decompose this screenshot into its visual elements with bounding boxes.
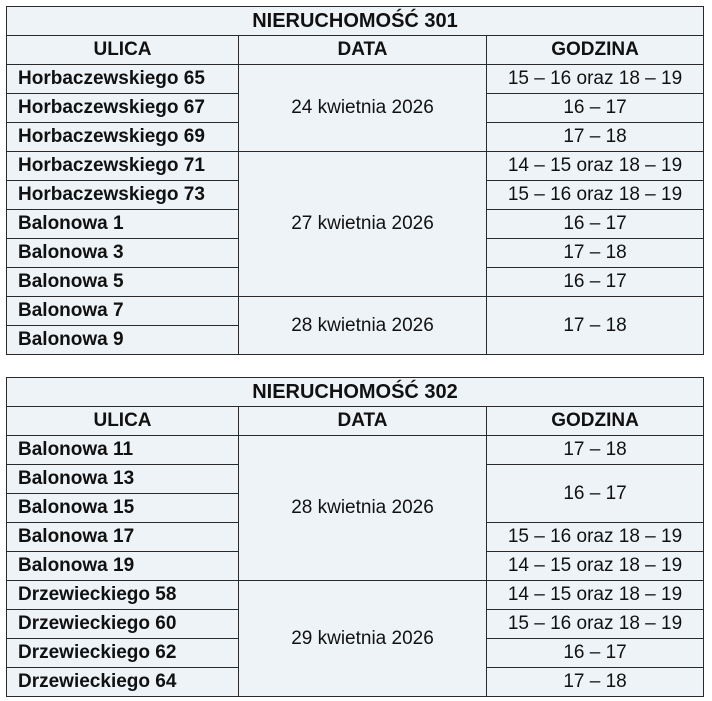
- table-row: [7, 581, 704, 610]
- table-row: [7, 436, 704, 465]
- date-cell: 27 kwietnia 2026: [239, 152, 487, 297]
- street-cell: Horbaczewskiego 67: [7, 94, 239, 123]
- date-cell: 28 kwietnia 2026: [239, 297, 487, 355]
- street-cell: Balonowa 11: [7, 436, 239, 465]
- column-header-street: ULICA: [7, 36, 239, 65]
- column-header-date: DATA: [239, 36, 487, 65]
- street-cell: Drzewieckiego 64: [7, 668, 239, 697]
- street-cell: Balonowa 5: [7, 268, 239, 297]
- time-cell: 14 – 15 oraz 18 – 19: [487, 581, 704, 610]
- time-cell: 15 – 16 oraz 18 – 19: [487, 65, 704, 94]
- time-cell: 17 – 18: [487, 123, 704, 152]
- time-cell: 16 – 17: [487, 639, 704, 668]
- date-cell: 29 kwietnia 2026: [239, 581, 487, 697]
- street-cell: Horbaczewskiego 69: [7, 123, 239, 152]
- column-header-time: GODZINA: [487, 36, 704, 65]
- time-cell: 17 – 18: [487, 668, 704, 697]
- street-cell: Drzewieckiego 62: [7, 639, 239, 668]
- time-cell: 14 – 15 oraz 18 – 19: [487, 152, 704, 181]
- table-row: [7, 297, 704, 326]
- street-cell: Horbaczewskiego 65: [7, 65, 239, 94]
- time-cell: 17 – 18: [487, 297, 704, 355]
- street-cell: Balonowa 13: [7, 465, 239, 494]
- street-cell: Balonowa 3: [7, 239, 239, 268]
- time-cell: 17 – 18: [487, 239, 704, 268]
- time-cell: 15 – 16 oraz 18 – 19: [487, 610, 704, 639]
- date-cell: 28 kwietnia 2026: [239, 436, 487, 581]
- column-header-street: ULICA: [7, 407, 239, 436]
- street-cell: Balonowa 1: [7, 210, 239, 239]
- street-cell: Horbaczewskiego 73: [7, 181, 239, 210]
- time-cell: 17 – 18: [487, 436, 704, 465]
- time-cell: 15 – 16 oraz 18 – 19: [487, 523, 704, 552]
- time-cell: 15 – 16 oraz 18 – 19: [487, 181, 704, 210]
- street-cell: Horbaczewskiego 71: [7, 152, 239, 181]
- schedule-table-302: [6, 377, 704, 697]
- street-cell: Balonowa 15: [7, 494, 239, 523]
- column-header-date: DATA: [239, 407, 487, 436]
- date-cell: 24 kwietnia 2026: [239, 65, 487, 152]
- time-cell: 16 – 17: [487, 94, 704, 123]
- street-cell: Balonowa 19: [7, 552, 239, 581]
- column-header-time: GODZINA: [487, 407, 704, 436]
- street-cell: Drzewieckiego 58: [7, 581, 239, 610]
- street-cell: Balonowa 9: [7, 326, 239, 355]
- street-cell: Balonowa 17: [7, 523, 239, 552]
- schedule-table-301: [6, 6, 704, 355]
- time-cell: 16 – 17: [487, 268, 704, 297]
- street-cell: Balonowa 7: [7, 297, 239, 326]
- street-cell: Drzewieckiego 60: [7, 610, 239, 639]
- table-title: NIERUCHOMOŚĆ 302: [7, 378, 704, 407]
- table-row: [7, 65, 704, 94]
- time-cell: 14 – 15 oraz 18 – 19: [487, 552, 704, 581]
- time-cell: 16 – 17: [487, 465, 704, 523]
- table-row: [7, 152, 704, 181]
- time-cell: 16 – 17: [487, 210, 704, 239]
- table-title: NIERUCHOMOŚĆ 301: [7, 7, 704, 36]
